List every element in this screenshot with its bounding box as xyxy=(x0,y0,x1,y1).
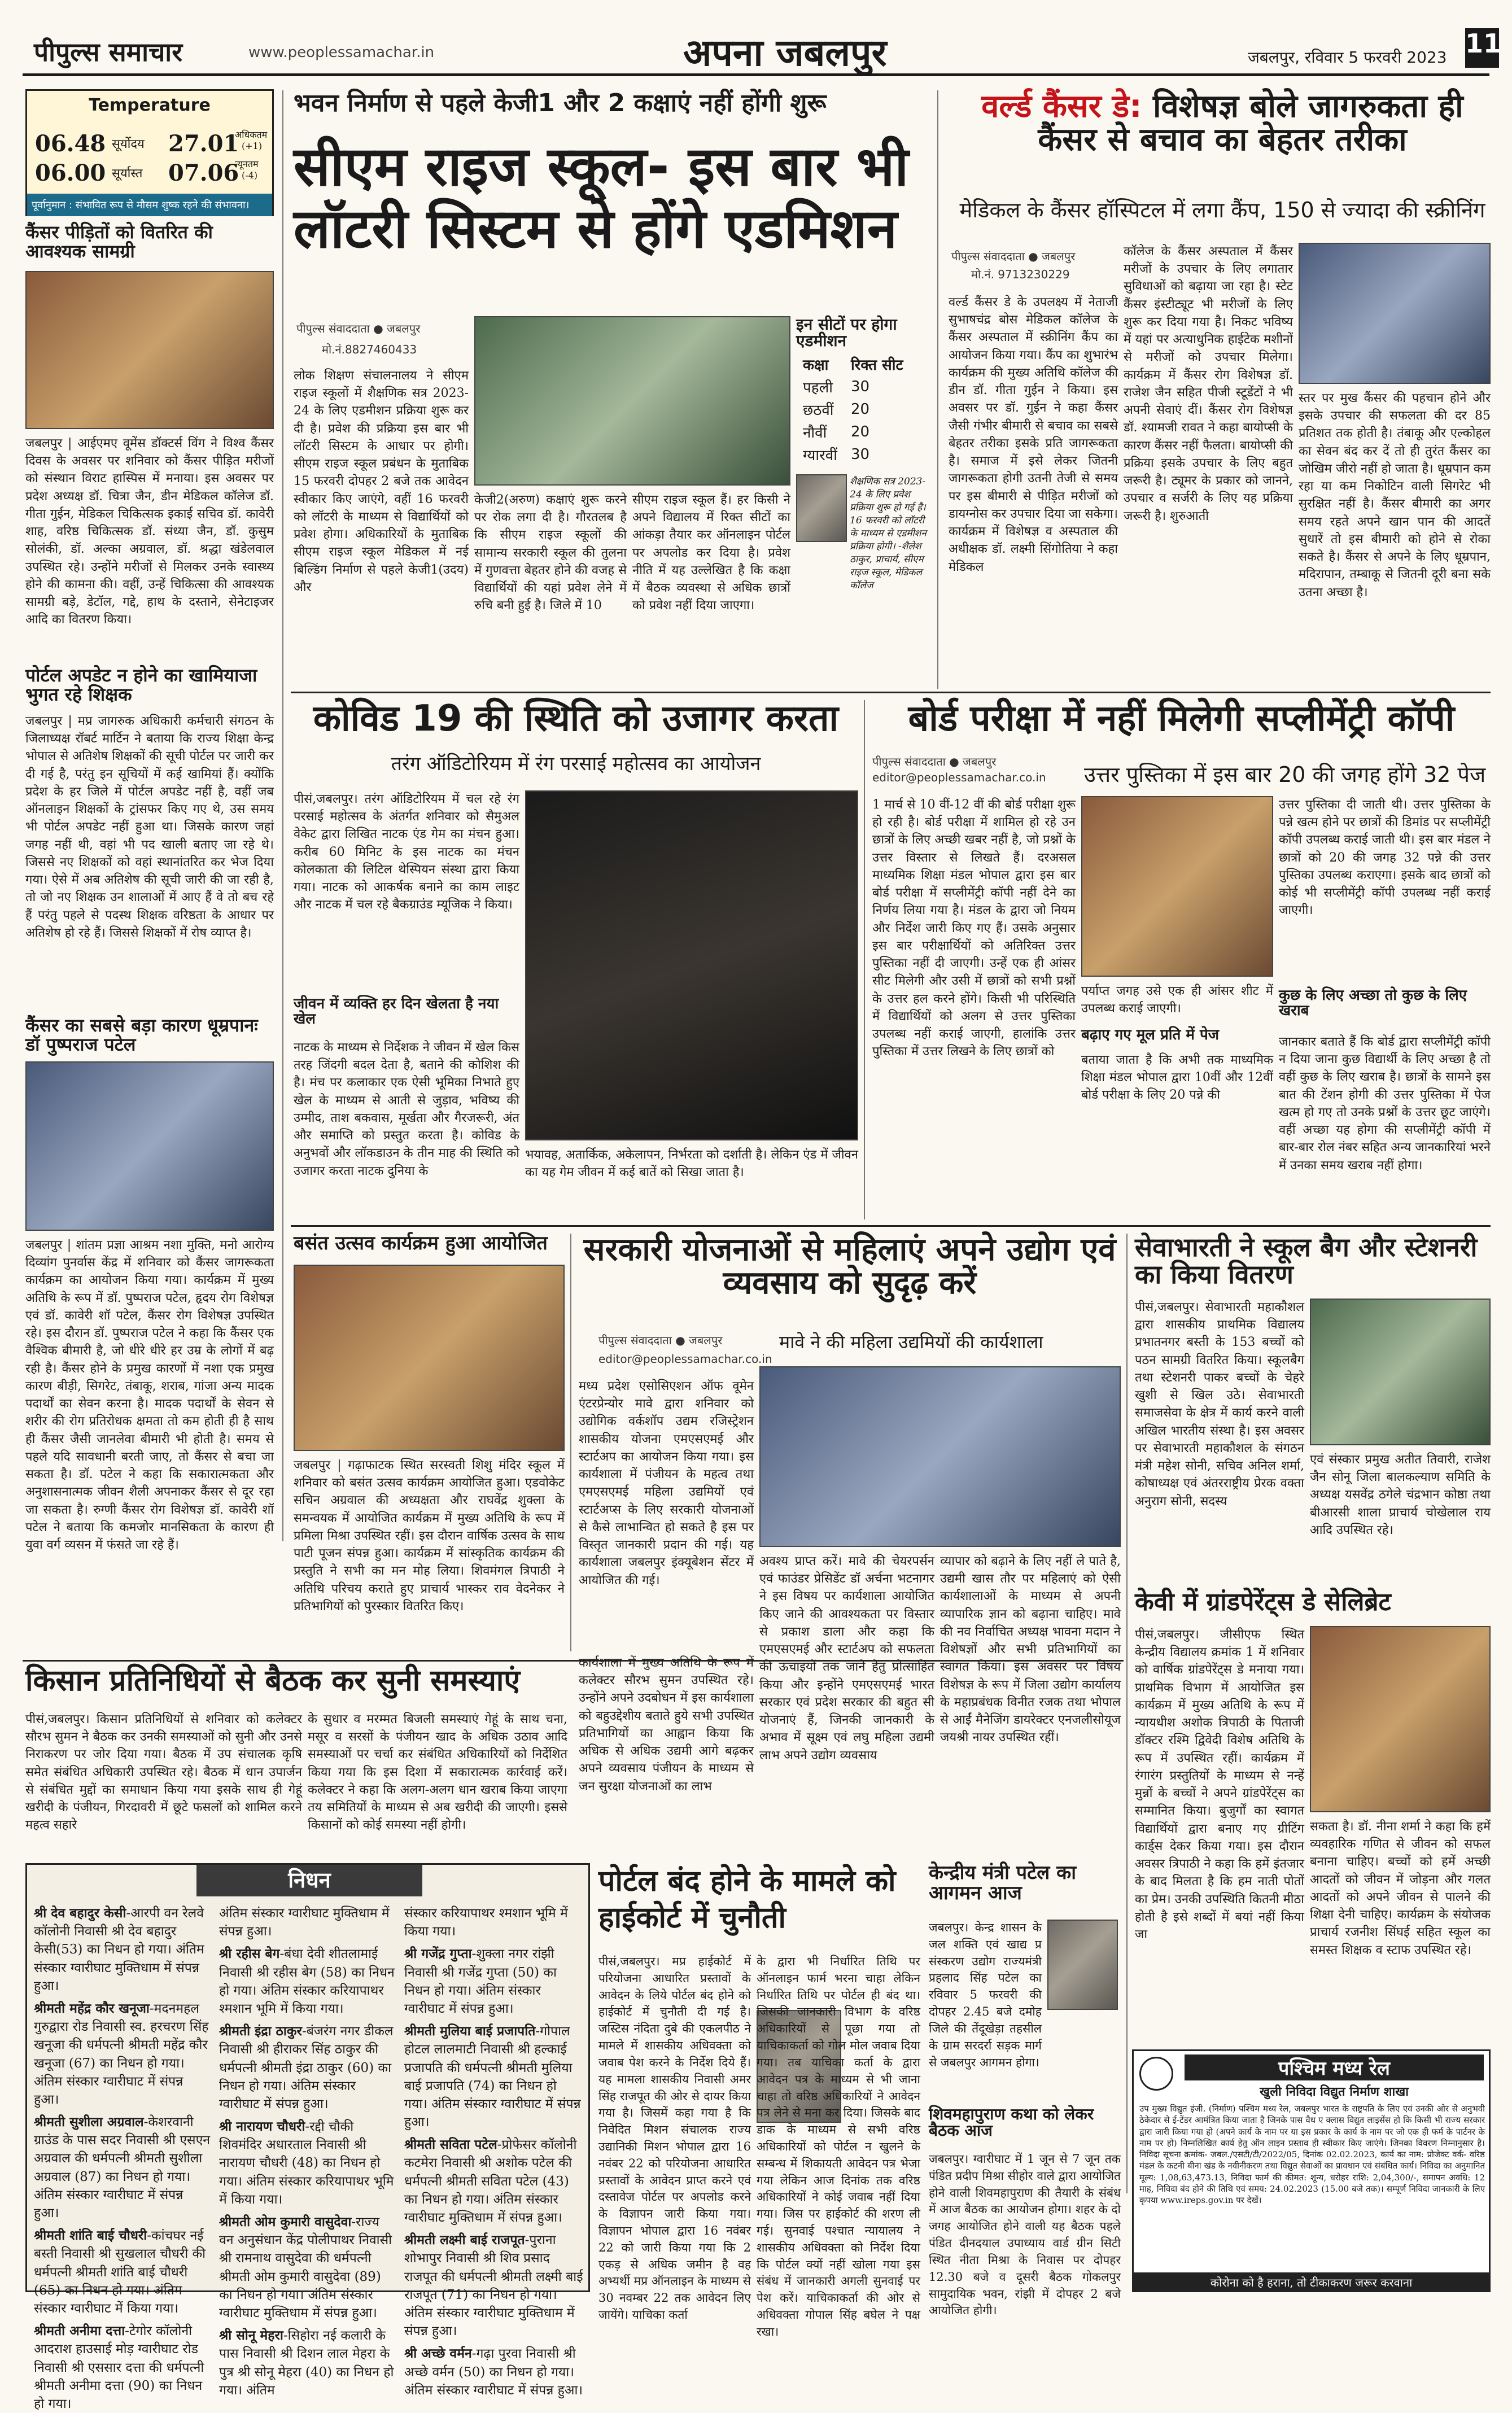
world-cancer-photo xyxy=(1299,243,1491,384)
obit-text: -केशरवानी ग्राउंड के पास सदर निवासी श्री एसएन अग्रवाल की धर्मपत्नी श्रीमती सुशीला अग्रवाल (87) का निधन हो गया। अंतिम संस्कार ग्वारीघाट में संपन्न हुआ। xyxy=(34,2115,211,2220)
sunset-time: 06.00 xyxy=(35,160,106,186)
sevabharti-body-1: पीसं,जबलपुर। सेवाभारती महाकौशल द्वारा शासकीय प्राथमिक विद्यालय प्रभातनगर बस्ती के 153 बच्चों को पठन सामग्री वितरित किया। स्कूलबैग तथा स्टेशनरी पाकर बच्चों के चेहरे खुशी से खिल उठे। सेवाभारती समाजसेवा के क्षेत्र में कार्य करने वाली अखिल भारतीय संस्था है। इस अवसर पर सेवाभारती महाकौशल के संगठन मंत्री महेश सोनी, सचिव अनिल शर्मा, कोषाध्यक्ष एवं अंतरराष्ट्रीय प्रेरक वक्ता अनुराग सोनी, सदस्य xyxy=(1135,1300,1304,1509)
women-workshop-photo xyxy=(759,1366,1121,1547)
max-delta: (+1) xyxy=(242,141,263,151)
railway-logo-icon xyxy=(1139,2057,1173,2091)
minister-headline: केन्द्रीय मंत्री पटेल का आगमन आज xyxy=(929,1861,1077,1904)
cmrise-body-3: सीएम राइज स्कूल हैं। हर किसी ने अपने विद्यालय में रिक्त सीटों का आंकड़ा तैयार कर ऑनलाइन पोर्टल पर अपलोड कर दिया है। प्रवेश नीति में यह उल्लेखित है कि कक्षा में बैठक व्यवस्था से अधिक छात्रों को प्रवेश नहीं दिया जाएगा। xyxy=(632,493,790,613)
obit-name: श्री नारायण चौधरी xyxy=(219,2119,305,2135)
railway-ad-footer: कोरोना को है हराना, तो टीकाकरण जरूर करवाना xyxy=(1134,2272,1489,2292)
obit-name: श्रीमती मुलिया बाई प्रजापति xyxy=(404,2023,536,2039)
world-cancer-phone: मो.नं. 9713230229 xyxy=(971,268,1070,281)
kisan-headline: किसान प्रतिनिधियों से बैठक कर सुनी समस्याएं xyxy=(25,1664,521,1698)
seats-cell: नौवीं xyxy=(803,424,827,441)
sevabharti-headline: सेवाभारती ने स्कूल बैग और स्टेशनरी का किया वितरण xyxy=(1135,1232,1478,1290)
obit-text: -मदनमहल गुरुद्वारा रोड निवासी स्व. हरचरण सिंह खनूजा की धर्मपत्नी श्रीमती महेंद्र कौर खनूजा (67) का निधन हो गया। अंतिम संस्कार ग्वारीघाट में संपन्न हुआ। xyxy=(34,2001,209,2107)
cmrise-body-1: लोक शिक्षण संचालनालय ने सीएम राइज स्कूलों में शैक्षणिक सत्र 2023-24 के लिए एडमीशन प्रक्रिया शुरू कर दी है। प्रवेश की प्रक्रिया इस बार भी लॉटरी सिस्टम के आधार पर होगी। सीएम राइज स्कूल प्रबंधन के मुताबिक 15 फरवरी दोपहर 2 बजे तक आवेदन स्वीकार किए जाएंगे, वहीं 16 फरवरी को लॉटरी के माध्यम से विद्यार्थियों को प्रवेश होगा। अधिकारियों के मुताबिक सीएम राइज स्कूल मेडिकल में नई बिल्डिंग निर्माण से पहले केजी1(उदय) और xyxy=(294,369,469,594)
obit-text: -आरपी वन रेलवे कॉलोनी निवासी श्री देव बहादुर केसी(53) का निधन हो गया। अंतिम संस्कार ग्वारीघाट मुक्तिधाम में संपन्न हुआ। xyxy=(34,1906,204,1994)
world-cancer-headline xyxy=(954,90,1491,157)
list-item xyxy=(404,1904,584,1940)
seats-cell: पहली xyxy=(803,379,833,396)
list-item xyxy=(34,1904,212,1995)
highcourt-body-2: के द्वारा भी निर्धारित तिथि पर ऑनलाइन फार्म भरना चाहा लेकिन निर्धारित तिथि पर पोर्टल ही बंद था। जिसकी जानकारी विभाग के वरिष्ठ अधिकारियों से पूछा गया तो याचिकाकर्ता को गोल मोल जवाब दिया गया। तब याचिका कर्ता के द्वारा आवेदन पत्र के माध्यम से भी जाना चाहा तो वरिष्ठ अधिकारियों ने आवेदन पत्र लेने से मना कर दिया। जिसके बाद डाक के माध्यम से सभी वरिष्ठ अधिकारियों को पोर्टल न खुलने के सम्बन्ध में शिकायती आवेदन पत्र भेजा गया लेकिन आज दिनांक तक वरिष्ठ अधिकारियों ने कोई जवाब नहीं दिया गया। जिस पर हाईकोर्ट की शरण ली गई। सुनवाई पश्चात न्यायालय ने शासकीय अधिवक्ता को निर्देश दिया कि पोर्टल क्यों नहीं खोला गया इस संबंध में जानकारी अगली सुनवाई पर पेश करें। याचिकाकर्ता की ओर से अधिवक्ता गोपाल सिंह बघेल ने पक्ष रखा। xyxy=(757,1955,920,2338)
highcourt-headline: पोर्टल बंद होने के मामले को हाईकोर्ट में चुनौती xyxy=(598,1864,896,1935)
basant-photo xyxy=(294,1265,565,1451)
portal-body: जबलपुर | मप्र जागरुक अधिकारी कर्मचारी संगठन के जिलाध्यक्ष रॉबर्ट मार्टिन ने बताया कि राज्य शिक्षा केन्द्र भोपाल से अतिशेष शिक्षकों की सूची पोर्टल पर जारी कर दी गई है, परंतु इन सूचियों में कई खामियां हैं। क्योंकि प्रदेश के हर जिले में पोर्टल अपडेट नहीं है, वहीं जब ऑनलाइन शिक्षकों के ट्रांसफर किए गए थे, उस समय भी पोर्टल अपडेट नहीं हुआ था। जिसके कारण जहां जगह नहीं थी, वहां भी पद खाली बताए जा रहे थे। जिससे नए शिक्षकों को वहां स्थानांतरित कर भेज दिया गया। ऐसे में अब अतिशेष की सूची जारी की जा रही है, तो जो नए शिक्षक उन शालाओं में आए हैं वे तो बच रहे हैं परंतु पहले से पदस्थ शिक्षक वरिष्ठता के आधार पर अतिशेष हो रहे हैं। जिससे शिक्षकों में रोष व्याप्त है। xyxy=(25,714,274,940)
cmrise-classroom-photo xyxy=(474,316,790,486)
basant-body: जबलपुर | गढ़ाफाटक स्थित सरस्वती शिशु मंदिर स्कूल में शनिवार को बसंत उत्सव कार्यक्रम आयोजित हुआ। एडवोकेट सचिन अग्रवाल की अध्यक्षता और राघवेंद्र शुक्ला के समन्वयक में आयोजित कार्यक्रम में मुख्य अतिथि के रूप में प्रमिला मिश्रा उपस्थित रहीं। इस दौरान वार्षिक उत्सव के साथ पाटी पूजन संपन्न हुआ। कार्यक्रम में सांस्कृतिक कार्यक्रम की प्रस्तुति ने सभी का मन मोह लिया। शिवमंगल त्रिपाठी ने अतिथि परिचय कराते हुए प्राचार्य भास्कर राव वेदनेकर ने प्रतिभागियों को पुरस्कार वितरित किए। xyxy=(294,1458,565,1614)
board-email[interactable]: editor@peoplessamachar.co.in xyxy=(872,771,1046,784)
list-item xyxy=(219,2118,397,2209)
table-row xyxy=(796,443,910,466)
portal-headline: पोर्टल अपडेट न होने का खामियाजा भुगत रहे शिक्षक xyxy=(25,665,257,705)
table-row xyxy=(796,421,910,443)
covid-headline: कोविड 19 की स्थिति को उजागर करता xyxy=(313,698,839,740)
website-link[interactable]: www.peoplessamachar.in xyxy=(248,44,435,61)
women-byline: पीपुल्स संवाददाता ● जबलपुर xyxy=(598,1334,723,1347)
minister-photo xyxy=(1047,1920,1118,2010)
obit-text: -रद्दी चौकी शिवमंदिर अधारताल निवासी श्री नारायण चौधरी (48) का निधन हो गया। अंतिम संस्कार करियापाथर भूमि में किया गया। xyxy=(219,2119,394,2207)
seats-cell: 20 xyxy=(850,400,870,418)
list-item xyxy=(404,2345,584,2399)
page-header xyxy=(23,23,1502,76)
world-cancer-body-3: स्तर पर मुख कैंसर की पहचान होने और इसके उपचार की सफलता की दर 85 प्रतिशत तक होती है। तंबाकू और एल्कोहल का सेवन बंद कर दें तो ही तुरंत कैंसर का जोखिम जीरो नहीं हो जाता है। धूम्रपान कम रहा या कम निकोटिन वाली सिगरेट भी सुरक्षित नहीं है। कैंसर बीमारी का अगर समय रहते अपने खान पान की आदतें सुधारें तो इस बीमारी को होने से रोका सकते है। कैंसर से अपने के लिए धूम्रपान, मदिरापान, तम्बाकू से जितनी दूरी बना सके उतना अच्छा है। xyxy=(1299,391,1491,600)
obit-name: श्रीमती अनीमा दत्ता xyxy=(34,2323,125,2339)
seats-cell: छठवीं xyxy=(803,401,834,419)
section-divider-1 xyxy=(291,692,1491,693)
seats-box xyxy=(796,316,926,469)
obit-text: -पुराना शोभापुर निवासी श्री शिव प्रसाद राजपूत की धर्मपत्नी श्रीमती लक्ष्मी बाई राजपूत (71) का निधन हो गया। अंतिम संस्कार ग्वारीघाट मुक्तिधाम में संपन्न हुआ। xyxy=(404,2233,583,2339)
world-cancer-body-1: वर्ल्ड कैंसर डे के उपलक्ष्य में नेताजी सुभाषचंद्र बोस मेडिकल कॉलेज के कैंसर अस्पताल में स्क्रीनिंग कैंप का आयोजन किया गया। कैंप का शुभारंभ कार्यक्रम की मुख्य अतिथि कॉलेज की डीन डॉ. गीता गुईन ने किया। इस अवसर पर डॉ. गुईन ने कहा कैंसर जैसी गंभीर बीमारी से बचाव का सबसे बेहतर तरीका इसके प्रति जागरूकता है। समाज में इसे लेकर जितनी जागरूकता होगी उतनी तेजी से समय पर इस बीमारी से पीड़ित मरीजों को डायग्नोस कर उपचार दिया जा सकेगा। कार्यक्रम में विशेषज्ञ व अस्पताल की अधीक्षक डॉ. लक्ष्मी सिंगोतिया ने कहा मेडिकल xyxy=(949,295,1118,574)
obit-text: संस्कार करियापाथर श्मशान भूमि में किया गया। xyxy=(404,1906,568,1939)
sunrise-label: सूर्योदय xyxy=(112,137,145,151)
world-cancer-body-2: कॉलेज के कैंसर अस्पताल में कैंसर मरीजों के उपचार के लिए लगातार सुविधाओं को बढ़ाया जा रहा है। स्टेट कैंसर इंस्टीट्यूट भी मरीजों के लिए शुरू कर दिया गया है। निकट भविष्य में यहां पर अत्याधुनिक हाईटेक मशीनों से मरीजों को उपचार मिलेगा। कार्यक्रम में कैंसर रोग विशेषज्ञ डॉ. राजेश जैन सहित पीजी स्टूडेंटों ने भी अपनी सेवाएं दीं। कैंसर रोग विशेषज्ञ डॉ. श्यामजी रावत ने कहा बायोप्सी के कारण कैंसर नहीं फैलता। बायोप्सी की प्रक्रिया इसके उपचार के लिए बहुत जरूरी है। ट्यूमर के प्रकार को जानने, उपचार व सर्जरी के लिए यह प्रक्रिया जरूरी है। शुरुआती xyxy=(1124,244,1293,523)
board-byline: पीपुल्स संवाददाता ● जबलपुर xyxy=(872,755,997,768)
tobacco-body: जबलपुर | शांतम प्रज्ञा आश्रम नशा मुक्ति, मनो आरोग्य दिव्यांग पुनर्वास केंद्र में शनिवार को कैंसर जागरूकता कार्यक्रम का आयोजन किया गया। कार्यक्रम में मुख्य अतिथि के रूप में डॉ. पुष्पराज पटेल, हृदय रोग विशेषज्ञ एवं डॉ. कावेरी शॉ पटेल, कैंसर रोग विशेषज्ञ उपस्थित रहे। इस दौरान डॉ. पुष्पराज पटेल ने कहा कि कैंसर एक वैश्विक बीमारी है, जो धीरे धीरे हर उम्र के लोगों में बढ़ रही है। कैंसर होने के प्रमुख कारणों में नशा एक प्रमुख कारण बीड़ी, सिगरेट, तंबाकू, शराब, गांजा अन्य मादक पदार्थों का सेवन करना है। मादक पदार्थों के सेवन से शरीर की रोग प्रतिरोधक क्षमता तो कम होती ही है साथ ही कैंसर जैसी जानलेवा बीमारी भी होती है। समय से पहले यदि सावधानी बरती जाए, तो कैंसर से बचा जा सकता है। डॉ. पटेल ने कहा कि सकारात्मकता और अनुशासनात्मक जीवन शैली अपनाकर कैंसर से दूर रहा जा सकता है। रुग्णी कैंसर रोग विशेषज्ञ डॉ. कावेरी शॉ पटेल ने बताया कि कमजोर मानसिकता के कारण ही युवा वर्ग व्यसन में फंसते जा रहे हैं। xyxy=(25,1238,274,1552)
sunrise-time: 06.48 xyxy=(35,130,106,157)
list-item xyxy=(404,2022,584,2131)
obit-name: श्रीमती ओम कुमारी वासुदेवा xyxy=(219,2214,352,2230)
section-divider-2 xyxy=(291,1225,1491,1227)
grandparents-headline: केवी में ग्रांडपेरेंट्स डे सेलिब्रेट xyxy=(1135,1588,1391,1616)
nidhan-col-1 xyxy=(34,1904,212,2411)
nidhan-box xyxy=(25,1863,590,2411)
cmrise-note: शैक्षणिक सत्र 2023-24 के लिए प्रवेश प्रक्रिया शुरू हो गई है। 16 फरवरी को लॉटरी के माध्यम से एडमीशन प्रक्रिया होगी। -शैलेश ठाकुर, प्राचार्य, सीएम राइज स्कूल, मेडिकल कॉलेज xyxy=(850,476,927,591)
covid-play-photo xyxy=(525,790,858,1140)
women-body-2: कार्यशाला में मुख्य अतिथि के रूप में कलेक्टर सौरभ सुमन उपस्थित रहे। उन्होंने अपने उदबोधन में इस कार्यशाला को बहुउद्देशीय बताते हुये सभी उपस्थित प्रतिभागियों का आह्वान किया कि अधिक से अधिक उद्यमी आगे बढ़कर अपने व्यवसाय पंजीयन के माध्यम से जन सुरक्षा योजनाओं का लाभ xyxy=(579,1656,754,1794)
obit-text: -शुक्ला नगर रांझी निवासी श्री गजेंद्र गुप्ता (50) का निधन हो गया। अंतिम संस्कार ग्वारीघाट में संपन्न हुआ। xyxy=(404,1947,557,2016)
women-email[interactable]: editor@peoplessamachar.co.in xyxy=(598,1352,772,1366)
weather-title: Temperature xyxy=(89,95,211,115)
board-body-1: 1 मार्च से 10 वीं-12 वीं की बोर्ड परीक्षा शुरू हो रही है। बोर्ड परीक्षा में शामिल हो रहे उन छात्रों के लिए अच्छी खबर नहीं है, जो प्रश्नों के उत्तर विस्तार से लिखते हैं। दरअसल माध्यमिक शिक्षा मंडल भोपाल द्वारा इस बार बोर्ड परीक्षा में सप्लीमेंट्री कॉपी नहीं देने का निर्णय लिया गया है। मंडल के द्वारा जो नियम और निर्देश जारी किए गए हैं। उसके अनुसार इस बार परीक्षार्थियों को अतिरिक्त उत्तर पुस्तिका नहीं दी जाएगी। उन्हें एक ही आंसर सीट मिलेगी और उसी में छात्रों को सभी प्रश्नों के उत्तर हल करने होंगे। किसी भी परिस्थिति में विद्यार्थियों को अलग से उत्तर पुस्तिका उपलब्ध नहीं कराई जाएगी, हालांकि उत्तर पुस्तिका में उत्तर लिखने के लिए छात्रों को xyxy=(872,798,1076,1059)
col-divider-3 xyxy=(864,700,865,1219)
women-body-3: अवश्य प्राप्त करें। मावे की चेयरपर्सन एवं फाउंडर प्रेसिडेंट डॉ अर्चना भटनागर ने इस विषय पर कार्यशाला आयोजित किए जाने की आवश्यकता पर विस्तार से प्रकाश डाला और कहा कि एमएसएमई और स्टार्टअप को सफलता की ऊंचाइयों तक जाने हेतु प्रोत्साहित किया और इन्होंने एमएसएमई भारत सरकार एवं प्रदेश सरकार की बहुत सी योजनाएं हैं, जिनकी जानकारी के अभाव में सूक्ष्म एवं लघु महिला उद्यमी लाभ अपने उद्योग व्यवसाय xyxy=(759,1554,934,1763)
world-cancer-subhead: मेडिकल के कैंसर हॉस्पिटल में लगा कैंप, 150 से ज्यादा की स्क्रीनिंग xyxy=(959,198,1485,222)
col-divider-2 xyxy=(937,90,938,689)
col-divider-4 xyxy=(570,1234,571,1651)
covid-subhead: तरंग ऑडिटोरियम में रंग परसाई महोत्सव का आयोजन xyxy=(391,753,761,775)
minister-subhead-2: शिवमहापुराण कथा को लेकर बैठक आज xyxy=(929,2105,1094,2140)
section-title: अपना जबलपुर xyxy=(683,31,887,75)
list-item xyxy=(219,2022,397,2113)
cancer-kits-headline: कैंसर पीड़ितों को वितरित की आवश्यक सामग्री xyxy=(25,221,213,262)
covid-body-1: पीसं,जबलपुर। तरंग ऑडिटोरियम में चल रहे रंग परसाई महोत्सव के अंतर्गत शनिवार को सैमुअल वेकेट द्वारा लिखित नाटक एंड गेम का मंचन हुआ। करीब 60 मिनिट के इस नाटक का मंचन कोलकाता की लिटिल थेस्पियन संस्था द्वारा किया गया। नाटक को आकर्षक बनाने का काम लाइट और नाटक में चल रहे बैकग्राउंड म्यूजिक ने किया। xyxy=(294,792,519,912)
women-headline: सरकारी योजनाओं से महिलाएं अपने उद्योग एवं व्यवसाय को सुदृढ़ करें xyxy=(583,1231,1116,1301)
table-row xyxy=(796,398,910,421)
obit-text: अंतिम संस्कार ग्वारीघाट मुक्तिधाम में संपन्न हुआ। xyxy=(219,1906,390,1939)
obit-name: श्रीमती लक्ष्मी बाई राजपूत xyxy=(404,2232,525,2248)
board-subhead-3: कुछ के लिए अच्छा तो कुछ के लिए खराब xyxy=(1279,987,1467,1020)
list-item xyxy=(219,2213,397,2322)
sevabharti-photo xyxy=(1310,1299,1491,1445)
board-subhead-2: बढ़ाए गए मूल प्रति में पेज xyxy=(1081,1026,1220,1043)
board-body-4: उत्तर पुस्तिका दी जाती थी। उत्तर पुस्तिका के पन्ने खत्म होने पर छात्रों की डिमांड पर सप्लीमेंट्री कॉपी उपलब्ध कराई जाती थी। इस बार मंडल ने छात्रों को 20 की जगह 32 पन्ने की उत्तर पुस्तिका उपलब्ध कराएगा। इसके बाद छात्रों को कोई भी सप्लीमेंट्री कॉपी उपलब्ध नहीं कराई जाएगी। xyxy=(1279,798,1491,918)
seats-title: इन सीटों पर होगा एडमीशन xyxy=(796,315,897,351)
obit-text: -बंधा देवी शीतलामाई निवासी श्री रहीस बेग (58) का निधन हो गया। अंतिम संस्कार करियापाथर श्मशान भूमि में किया गया। xyxy=(219,1947,395,2016)
sevabharti-body-2: एवं संस्कार प्रमुख अतीत तिवारी, राजेश जैन सोनू जिला बालकल्याण समिति के अध्यक्ष यसवेंद्र ठगेले चंद्रभान कोष्ठा तथा बीआरसी शाला प्राचार्य चोखेलाल राय आदि उपस्थित रहे। xyxy=(1310,1453,1491,1537)
col-divider-1 xyxy=(282,90,283,1541)
list-item xyxy=(404,2231,584,2340)
list-item xyxy=(34,2227,212,2318)
world-cancer-headline-red: वर्ल्ड कैंसर डे: xyxy=(981,88,1142,125)
cmrise-kicker: भवन निर्माण से पहले केजी1 और 2 कक्षाएं नहीं होंगी शुरू xyxy=(294,89,827,117)
railway-ad-body: उप मुख्य विद्युत इंजी. (निर्माण) पश्चिम मध्य रेल, जबलपुर भारत के राष्ट्रपति के लिए एवं उनकी ओर से अनुभवी ठेकेदार से ई-टेंडर आमंत्रित किया जाता है जिनके पास वैध ए क्लास विद्युत लाइसेंस हो कि किसी भी राज्य सरकार द्वारा जारी किया गया हो (अपने कार्य के नाम पर या इस प्रकार के कार्य के नाम पर जो एक ही फर्म के पार्टनर के नाम पर हो) निम्नलिखित कार्य हेतु ऑन लाइन प्रस्ताव ही स्वीकार किए जाएंगे। जिनका विवरण निम्नानुसार है। निविदा सूचना क्रमांक- जबल./एसटी/टी/2022/05, दिनांक 02.02.2023, कार्य का नाम: प्रोजेक्ट वर्क- वरिष्ठ मंडल के कटनी बीना खंड के नवीनीकरण तथा विद्युत सेवाओं का प्रावधान एवं संबंधित कार्य। निविदा का अनुमानित मूल्य: 1,08,63,473.13, निविदा फार्म की कीमत: शून्य, धरोहर राशि: 2,04,300/-, समापन अवधि: 12 माह, निविदा बंद होने की तिथि एवं समय: 24.02.2023 (15.00 बजे तक)। सम्पूर्ण निविदा जानकारी के लिए कृपया www.ireps.gov.in पर देखें। xyxy=(1139,2104,1485,2205)
tobacco-photo xyxy=(25,1061,274,1231)
seats-cell: 30 xyxy=(850,445,870,463)
obit-text: -गढ़ा पुरवा निवासी श्री अच्छे वर्मन (50) का निधन हो गया। अंतिम संस्कार ग्वारीघाट में संपन्न हुआ। xyxy=(404,2346,583,2398)
obit-name: श्री सोनू मेहरा xyxy=(219,2328,283,2344)
grandparents-body-2: सकता है। डॉ. नीना शर्मा ने कहा कि हमें व्यवहारिक गणित से जीवन को सफल बनाना चाहिए। बच्चों को हमें अच्छी आदतों को जीवन में जोड़ना और गलत आदतों को अपने जीवन से पालने की शिक्षा देनी चाहिए। कार्यक्रम के संयोजक प्राचार्य रजनीश सिंघई सहित स्कूल का समस्त शिक्षक व स्टाफ उपस्थित रहे। xyxy=(1310,1820,1491,1957)
section-divider-3 xyxy=(23,1660,1124,1662)
board-headline: बोर्ड परीक्षा में नहीं मिलेगी सप्लीमेंट्री कॉपी xyxy=(908,698,1455,740)
obit-text: -राज्य वन अनुसंधान केंद्र पोलीपाथर निवासी श्री रामनाथ वासुदेवा की धर्मपत्नी श्रीमती ओम कुमारी वासुदेवा (89) का निधन हो गया। अंतिम संस्कार ग्वारीघाट मुक्तिधाम में संपन्न हुआ। xyxy=(219,2215,392,2320)
obit-name: श्री देव बहादुर केसी xyxy=(34,1905,126,1921)
obit-name: श्रीमती सुशीला अग्रवाल xyxy=(34,2114,144,2130)
max-temp: 27.01 xyxy=(168,130,239,157)
paper-logo xyxy=(34,34,182,69)
cmrise-headline: सीएम राइज स्कूल- इस बार भी लॉटरी सिस्टम से होंगे एडमिशन xyxy=(294,135,909,261)
principal-photo xyxy=(796,474,847,542)
min-delta: (-4) xyxy=(242,170,258,181)
grandparents-photo xyxy=(1310,1626,1491,1812)
list-item xyxy=(404,2136,584,2227)
minister-body-1: जबलपुर। केन्द्र शासन के जल शक्ति एवं खाद्य प्र संस्करण उद्योग राज्यमंत्री प्रहलाद सिंह पटेल का रविवार 5 फरवरी की दोपहर 2.45 बजे दमोह जिले की तेंदूखेड़ा तहसील के ग्राम सरदर्रा सड़क मार्ग से जबलपुर आगमन होगा। xyxy=(929,1921,1042,2069)
obit-text: -प्रोफेसर कॉलोनी कटमेरा निवासी श्री अशोक पटेल की धर्मपत्नी श्रीमती सविता पटेल (43) का निधन हो गया। अंतिम संस्कार ग्वारीघाट मुक्तिधाम में संपन्न हुआ। xyxy=(404,2137,577,2225)
list-item xyxy=(34,2322,212,2413)
list-item xyxy=(404,1945,584,2018)
list-item xyxy=(34,2000,212,2109)
seats-cell: 20 xyxy=(850,423,870,440)
grandparents-body-1: पीसं,जबलपुर। जीसीएफ स्थित केन्द्रीय विद्यालय क्रमांक 1 में शनिवार को वार्षिक ग्रांडपेरेंट्स डे मनाया गया। प्राथमिक विभाग में आयोजित इस कार्यक्रम में मुख्य अतिथि के रूप में न्यायधीश अशोक त्रिपाठी के पिताजी डॉक्टर रश्मि द्विवेदी विशेष अतिथि के रूप में उपस्थित रहीं। कार्यक्रम में रंगारंग प्रस्तुतियों के माध्यम से नन्हें मुन्नों के बच्चों ने अपने ग्रांडपेरेंट्स का सम्मानित किया। बुजुर्गों का स्वागत विद्यार्थियों द्वारा बनाए गए ग्रीटिंग कार्ड्स देकर किया गया। इस दौरान अवसर त्रिपाठी ने कहा कि हमें इंतजार के बाद मिलता है कि हम नाती पोतों का प्रेम। उनकी उपस्थिति कितनी मीठा होती है इसे शब्दों में बयां नहीं किया जा xyxy=(1135,1628,1304,1942)
cmrise-byline: पीपुल्स संवाददाता ● जबलपुर xyxy=(296,322,421,335)
women-subhead: मावे ने की महिला उद्यमियों की कार्यशाला xyxy=(779,1331,1043,1353)
basant-headline: बसंत उत्सव कार्यक्रम हुआ आयोजित xyxy=(294,1232,548,1254)
obit-text: -बंजरंग नगर डीकल निवासी श्री हीराकर सिंह ठाकुर की धर्मपत्नी श्रीमती इंद्रा ठाकुर (60) का निधन हो गया। अंतिम संस्कार ग्वारीघाट में संपन्न हुआ। xyxy=(219,2024,394,2112)
obit-name: श्री अच्छे वर्मन xyxy=(404,2346,472,2362)
obit-text: -कांचघर नई बस्ती निवासी श्री सुखलाल चौधरी की धर्मपत्नी श्रीमती शांति बाई चौधरी (65) का निधन हो गया। अंतिम संस्कार ग्वारीघाट में किया गया। xyxy=(34,2228,206,2316)
min-label: न्यूनतम xyxy=(235,159,259,169)
page-number: 11 xyxy=(1465,28,1499,68)
world-cancer-headline-rest: विशेषज्ञ बोले जागरुकता ही कैंसर से बचाव का बेहतर तरीका xyxy=(1038,88,1463,158)
kisan-body-1: पीसं,जबलपुर। किसान प्रतिनिधियों से शनिवार को कलेक्टर सौरभ सुमन ने बैठक कर उनकी समस्याओं को सुनी और उनसे निराकरण पर जोर दिया गया। बैठक में उप संचालक कृषि समेत संबंधित अधिकारी उपस्थित रहे। बैठक में धान उपार्जन से संबंधित मुद्दों का समाधान किया गया इसके साथ ही गेहूं खरीदी के पंजीयन, गिरदावरी में छूटे फसलों को शामिल करने महत्व सहारे xyxy=(25,1712,302,1833)
nidhan-title-bar xyxy=(196,1865,422,1896)
list-item xyxy=(219,1904,397,1940)
kisan-body-2: के सुधार व मरम्मत बिजली समस्याएं गेहूं के साथ चना, मसूर व सरसों के पंजीयन खाद के अधिक उठाव आदि समस्याओं पर चर्चा कर संबंधित अधिकारियों को निर्देशित किया गया कि इस दिशा में सकारात्मक कार्रवाई करें। कलेक्टर ने कहा कि अलग-अलग धान खराब किया जाएगा तय समितियों के माध्यम से अब खरीदी की जाएगी। इससे किसानों को कोई समस्या नहीं होगी। xyxy=(308,1712,567,1833)
cmrise-body-2: केजी2(अरुण) कक्षाएं शुरू करने पर रोक लगा दी है। गौरतलब है कि सीएम राइज स्कूलों की सामान्य सरकारी स्कूल की तुलना में गुणवत्ता बेहतर होने की वजह से विद्यार्थियों की यहां प्रवेश लेने में रुचि बनी हुई है। जिले में 10 xyxy=(474,493,627,613)
dateline: जबलपुर, रविवार 5 फरवरी 2023 xyxy=(1248,48,1447,67)
seats-table xyxy=(796,353,910,466)
obit-text: -गोपाल होटल लालमाटी निवासी श्री हल्काई प्रजापति की धर्मपत्नी श्रीमती मुलिया बाई प्रजापति (74) का निधन हो गया। अंतिम संस्कार ग्वारीघाट में संपन्न हुआ। xyxy=(404,2024,581,2130)
obit-name: श्रीमती महेंद्र कौर खनूजा xyxy=(34,2000,150,2016)
obit-name: श्रीमती सविता पटेल xyxy=(404,2137,497,2153)
list-item xyxy=(219,2327,397,2399)
cmrise-phone: मो.नं.8827460433 xyxy=(322,343,417,356)
paper-name: पीपुल्स समाचार xyxy=(34,37,183,67)
min-temp: 07.06 xyxy=(168,160,239,186)
minister-body-2: जबलपुर। ग्वारीघाट में 1 जून से 7 जून तक पंडित प्रदीप मिश्रा सीहोर वाले द्वारा आयोजित होने वाली शिवमहापुराण की तैयारी के संबंध में आज बैठक का आयोजन होगा। शहर के दो जगह आयोजित होने वाली यह बैठक पहले पंडित दीनदयाल उपाध्याय वार्ड ग्रीन सिटी स्थित नीता मिश्रा के निवास पर दोपहर 12.30 बजे व दूसरी बैठक गोकलपुर सामुदायिक भवन, रांझी में दोपहर 2 बजे आयोजित होगी। xyxy=(929,2152,1121,2318)
list-item xyxy=(219,1945,397,2018)
board-subhead: उत्तर पुस्तिका में इस बार 20 की जगह होंगे 32 पेज xyxy=(1084,762,1486,787)
obit-name: श्री गजेंद्र गुप्ता xyxy=(404,1946,472,1962)
covid-body-2: नाटक के माध्यम से निर्देशक ने जीवन में खेल किस तरह जिंदगी बदल देता है, बताने की कोशिश की है। मंच पर कलाकार एक ऐसी भूमिका निभाते हुए खेल के माध्यम से आती से जुड़ाव, भविष्य की उम्मीद, ताश बकवास, मूर्खता और गैरजरूरी, अंत और समाप्ति को प्रस्तुत करता है। कोविड के अनुभवों और लॉकडाउन के तीन माह की स्थिति को उजागर करता नाटक दुनिया के xyxy=(294,1041,519,1178)
obit-name: श्री रहीस बेग xyxy=(219,1946,280,1962)
nidhan-title: निधन xyxy=(288,1867,331,1892)
board-body-2: पर्याप्त जगह उसे एक ही आंसर शीट में उपलब्ध कराई जाएगी। xyxy=(1081,984,1273,1016)
board-exam-photo xyxy=(1081,796,1273,977)
max-label: अधिकतम xyxy=(235,129,268,140)
sunset-label: सूर्यास्त xyxy=(112,167,143,181)
obit-text: -सिहोरा नई कलारी के पास निवासी श्री दिशन लाल मेहरा के पुत्र श्री सोनू मेहरा (40) का निधन हो गया। अंतिम xyxy=(219,2328,394,2398)
railway-ad-title: पश्चिम मध्य रेल xyxy=(1185,2054,1484,2080)
weather-box xyxy=(25,89,274,216)
highcourt-body-2b xyxy=(847,2010,920,2292)
world-cancer-byline: पीपुल्स संवाददाता ● जबलपुर xyxy=(951,250,1076,263)
covid-caption: भयावह, अतार्किक, अकेलापन, निर्भरता को दर्शाती है। लेकिन एंड में जीवन का यह गेम जीवन में कई बातें को सिखा जाता है। xyxy=(525,1148,858,1180)
list-item xyxy=(34,2113,212,2222)
covid-subhead-2: जीवन में व्यक्ति हर दिन खेलता है नया खेल xyxy=(294,995,499,1028)
women-body-1: मध्य प्रदेश एसोसिएशन ऑफ वूमेन एंटरप्रेन्योर मावे द्वारा शनिवार को उद्योगिक वर्कशॉप उद्यम रजिस्ट्रेशन शासकीय योजना एमएसएमई और स्टार्टअप का आयोजन किया गया। इस कार्यशाला में पंजीयन के महत्व तथा एमएसएमई महिला उद्यमियों एवं स्टार्टअप्स के लिए सरकारी योजनाओं से कैसे लाभान्वित हो सकते है इस पर विस्तृत जानकारी प्रदान की गई। यह कार्यशाला जबलपुर इंक्यूबेशन सेंटर में आयोजित की गई। xyxy=(579,1379,754,1588)
women-body-4: व्यापार को बढ़ाने के लिए नहीं ले पाते है, उद्यमी खास तौर पर महिलाएं को ऐसी कार्यशालाओं के माध्यम से अपनी व्यापारिक ज्ञान को बढ़ाना चाहिए। मावे की नव निर्वाचित अध्यक्ष भावना मदान ने विशेषज्ञों और सभी प्रतिभागियों का स्वागत किया। इस अवसर पर विषय विशेषज्ञ के रूप में जिला उद्योग कार्यालय के महाप्रबंधक विनीत रजक तथा भोपाल से आईं मैनेजिंग डायरेक्टर एनजलीसोयूज जयश्री नायर उपस्थित रहीं। xyxy=(940,1554,1121,1745)
seats-cell: ग्यारवीं xyxy=(803,447,837,464)
board-body-3: बताया जाता है कि अभी तक माध्यमिक शिक्षा मंडल भोपाल द्वारा 10वीं और 12वीं बोर्ड परीक्षा के लिए 20 पन्ने की xyxy=(1081,1053,1273,1103)
board-body-5: जानकार बताते हैं कि बोर्ड द्वारा सप्लीमेंट्री कॉपी न दिया जाना कुछ विद्यार्थी के लिए अच्छा है तो वहीं कुछ के लिए खराब है। छात्रों के सामने इस बात की टेंशन होगी की उत्तर पुस्तिका में पेज खत्म हो गए तो उनके प्रश्नों के उत्तर छूट जाएंगे। वहीं अच्छा यह होगा की सप्लीमेंट्री कॉपी में बार-बार रोल नंबर सहित अन्य जानकारियां भरने में उनका समय खराब नहीं होगा। xyxy=(1279,1035,1491,1173)
col-divider-5 xyxy=(1126,1234,1128,2193)
nidhan-col-2 xyxy=(219,1904,397,2398)
cancer-kits-body: जबलपुर | आईएमए वूमेंस डॉक्टर्स विंग ने विश्व कैंसर दिवस के अवसर पर शनिवार को कैंसर पीड़ित मरीजों को संस्थान विराट हास्पिस में मनाया। इस अवसर पर प्रदेश अध्यक्ष डॉ. चित्रा जैन, डीन मेडिकल कॉलेज डॉ. गीता गुईन, मेडिकल चिकित्सक इकाई सचिव डॉ. कावेरी शाह, वरिष्ठ चिकित्सक डॉ. संध्या जैन, डॉ. कुसुम सोलंकी, डॉ. अल्का अग्रवाल, डॉ. श्रद्धा खंडेलवाल उपस्थित रहे। उन्होंने मरीजों से मिलकर उनके स्वास्थ्य होने की कामना की। वहीं, उन्हें चिकित्सा की आवश्यक सामग्री बड़े, डेटॉल, गद्दे, हाथ के दस्ताने, सेनेटाइजर आदि का वितरण किया। xyxy=(25,436,274,627)
obit-name: श्रीमती शांति बाई चौधरी xyxy=(34,2228,147,2244)
seats-col-class: कक्षा xyxy=(803,356,829,374)
seats-cell: 30 xyxy=(850,378,870,395)
railway-ad-subtitle: खुली निविदा विद्युत निर्माण शाखा xyxy=(1260,2084,1409,2099)
railway-ad xyxy=(1132,2049,1491,2292)
tobacco-headline: कैंसर का सबसे बड़ा कारण धूम्रपानः डॉ पुष्पराज पटेल xyxy=(25,1015,258,1055)
highcourt-body-1: पीसं,जबलपुर। मप्र हाईकोर्ट में परियोजना आधारित प्रस्तावों के आवेदन के लिये पोर्टल बंद होने को हाईकोर्ट में चुनौती दी गई है। जस्टिस नंदिता दुबे की एकलपीठ ने मामले में शासकीय अधिवक्ता को जवाब पेश करने के निर्देश दिये हैं। यह मामला शासकीय निवासी अमर सिंह राजपूत की ओर से दायर किया गया है। जिसमें कहा गया है कि निवेदित मिशन संचालक राज्य उद्यानिकी मिशन भोपाल द्वारा 16 नवंबर 22 को परियोजना आधारित प्रस्तावों के आवेदन प्राप्त करने एवं दस्तावेज पोर्टल पर अपलोड करने के विज्ञापन जारी किया गया। विज्ञापन भोपाल द्वारा 16 नवंबर 22 को जारी किया गया कि 2 एकड़ से अधिक जमीन है वह अभ्यर्थी मप्र ऑनलाइन के माध्यम से 30 नवम्बर 22 तक आवेदन लिए जायेंगे। याचिका कर्ता xyxy=(598,1955,751,2322)
nidhan-col-3 xyxy=(404,1904,584,2398)
seats-header-row xyxy=(796,353,910,375)
obit-name: श्रीमती इंद्रा ठाकुर xyxy=(219,2023,302,2039)
weather-forecast: पूर्वानुमान : संभावित रूप से मौसम शुष्क रहने की संभावना। xyxy=(27,194,272,216)
cancer-kits-photo xyxy=(25,271,274,429)
table-row xyxy=(796,375,910,398)
obit-text: -टेगोर कॉलोनी आदराश हाउसाई मोड़ ग्वारीघाट रोड निवासी श्री एससार दत्ता की धर्मपत्नी श्रीमती अनीमा दत्ता (90) का निधन हो गया। xyxy=(34,2324,204,2411)
seats-col-count: रिक्त सीट xyxy=(850,356,903,374)
